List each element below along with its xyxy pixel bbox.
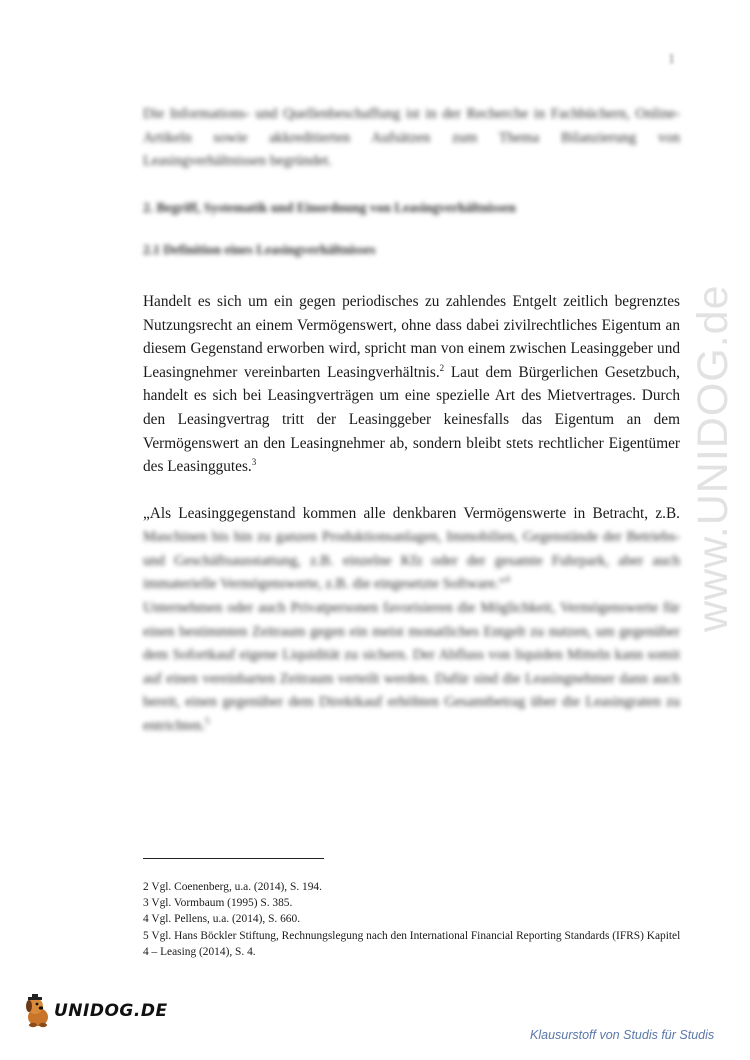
watermark: www.UNIDOG.de [689, 284, 737, 632]
footnote-item: 4 Vgl. Pellens, u.a. (2014), S. 660. [143, 913, 301, 926]
footnote-ref-3: 3 [251, 457, 257, 468]
footnote-ref-2: 2 [439, 362, 445, 373]
quote-first-line: „Als Leasinggegenstand kommen alle denkbaren Vermögenswerte in Betracht, z.B. [143, 505, 680, 522]
intro-paragraph: Die Informations- und Quellenbeschaffung ist in der Recherche in Fachbüchern, Online- Artikeln sowie akkreditierten Aufsätzen zum Thema Bilanzierung von Leasingverhältnissen begründet. [143, 106, 680, 169]
quote-blurred-paragraph [143, 526, 680, 597]
unidog-logo [22, 993, 168, 1029]
footnote-divider [143, 858, 324, 859]
footnote-item: 2 Vgl. Coenenberg, u.a. (2014), S. 194. [143, 881, 322, 893]
main-paragraph-part2: Laut dem Bürgerlichen Gesetzbuch, handelt es sich bei Leasingverträgen um eine spezielle Art des Mietvertrages. Durch den Leasingvertrag tritt der Leasinggeber keinesfalls das Eigentum an dem Vermögenswert an den Leasingnehmer ab, sondern bleibt stets rechtlicher Eigentümer des Leasinggutes. [143, 363, 680, 476]
footnote-item: 3 Vgl. Vormbaum (1995) S. 385. [143, 897, 293, 910]
slogan: Klausurstoff von Studis für Studis [530, 1028, 715, 1042]
main-paragraph [143, 290, 680, 479]
logo-text: UNIDOG.DE [54, 1001, 168, 1021]
footnote-ref-5: 5 [205, 716, 210, 727]
page-number: 1 [668, 52, 675, 67]
dog-mascot-icon [22, 994, 52, 1028]
subsection-heading: 2.1 Definition eines Leasingverhältnisses [143, 242, 376, 257]
footnote-ref-4: 4 [505, 574, 510, 585]
closing-paragraph [143, 597, 680, 739]
footnote-item: 5 Vgl. Hans Böckler Stiftung, Rechnungslegung nach den International Financial Reporting Standards (IFRS) Kapitel 4 – Leasing (2014), S. 4. [143, 929, 681, 958]
quote-blurred-text: Maschinen bis hin zu ganzen Produktionsanlagen, Immobilien, Gegenstände der Betriebs- und Geschäftsausstattung, z.B. einzelne Kfz oder der gesamte Fuhrpark, aber auch immaterielle Vermögenswerte, z.B. die eingesetzte Software.“ [143, 529, 680, 593]
footnotes-list [143, 879, 683, 960]
main-paragraph-part1: Handelt es sich um ein gegen periodisches zu zahlendes Entgelt zeitlich begrenztes Nutzungsrecht an einem Vermögenswert, ohne dass dabei zivilrechtliches Eigentum an diesem Gegenstand erworben wird, spricht man von einem zwischen Leasinggeber und Leasingnehmer vereinbarten Leasingverhältnis. [143, 293, 680, 381]
closing-paragraph-text: Unternehmen oder auch Privatpersonen favorisieren die Möglichkeit, Vermögenswerte für einen bestimmten Zeitraum gegen ein meist monatliches Entgelt zu nutzen, um gegenüber dem Sofortkauf eigene Liquidität zu sichern. Der Abfluss von liquiden Mitteln kann somit auf einen vereinbarten Zeitraum verteilt werden. Dafür sind die Leasingnehmer dann auch bereit, einen gegenüber dem Direktkauf erhöhten Gesamtbetrag über die Leasingraten zu entrichten. [143, 600, 680, 734]
section-heading: 2. Begriff, Systematik und Einordnung von Leasingverhältnissen [143, 200, 516, 215]
